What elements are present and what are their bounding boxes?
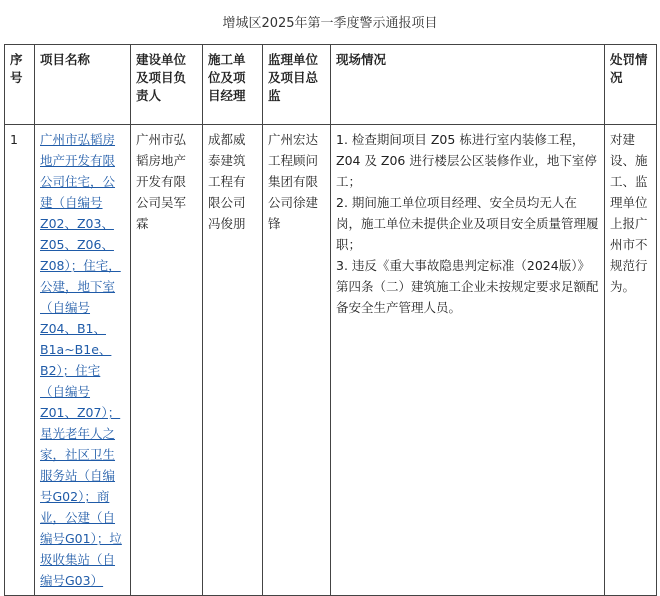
header-penalty: 处罚情况	[605, 45, 657, 125]
header-project-name: 项目名称	[35, 45, 131, 125]
table-row	[5, 125, 657, 596]
situation-line-3: 3. 违反《重大事故隐患判定标准（2024版）》第四条（二）建筑施工企业未按规定要求足额配备安全生产管理人员。	[336, 258, 599, 315]
row-builder: 广州市弘韬房地产开发有限公司吴军霖	[131, 125, 203, 596]
header-no: 序号	[5, 45, 35, 125]
header-supervisor: 监理单位及项目总监	[263, 45, 331, 125]
row-no: 1	[5, 125, 35, 596]
situation-line-1: 1. 检查期间项目 Z05 栋进行室内装修工程，Z04 及 Z06 进行楼层公区装修作业，地下室停工；	[336, 132, 597, 189]
table-header-row	[5, 45, 657, 125]
header-situation: 现场情况	[331, 45, 605, 125]
row-contractor: 成都威泰建筑工程有限公司冯俊朋	[203, 125, 263, 596]
row-situation	[331, 125, 605, 596]
page-title: 增城区2025年第一季度警示通报项目	[222, 16, 438, 31]
header-builder: 建设单位及项目负责人	[131, 45, 203, 125]
row-penalty: 对建设、施工、监理单位上报广州市不规范行为。	[605, 125, 657, 596]
project-name-link[interactable]: 广州市弘韬房地产开发有限公司住宅，公建（自编号Z02、Z03、Z05、Z06、Z08）；住宅，公建，地下室（自编号Z04、B1、B1a~B1e、B2）；住宅（自编号Z01、Z07）；星光老年人之家，社区卫生服务站（自编号G02）；商业，公建（自编号G01）；垃圾收集站（自编号G03）	[40, 132, 122, 588]
warning-report-table	[4, 44, 657, 596]
row-supervisor: 广州宏达工程顾问集团有限公司徐建锋	[263, 125, 331, 596]
row-project-name	[35, 125, 131, 596]
header-contractor: 施工单位及项目经理	[203, 45, 263, 125]
situation-line-2: 2. 期间施工单位项目经理、安全员均无人在岗，施工单位未提供企业及项目安全质量管理履职；	[336, 195, 599, 252]
